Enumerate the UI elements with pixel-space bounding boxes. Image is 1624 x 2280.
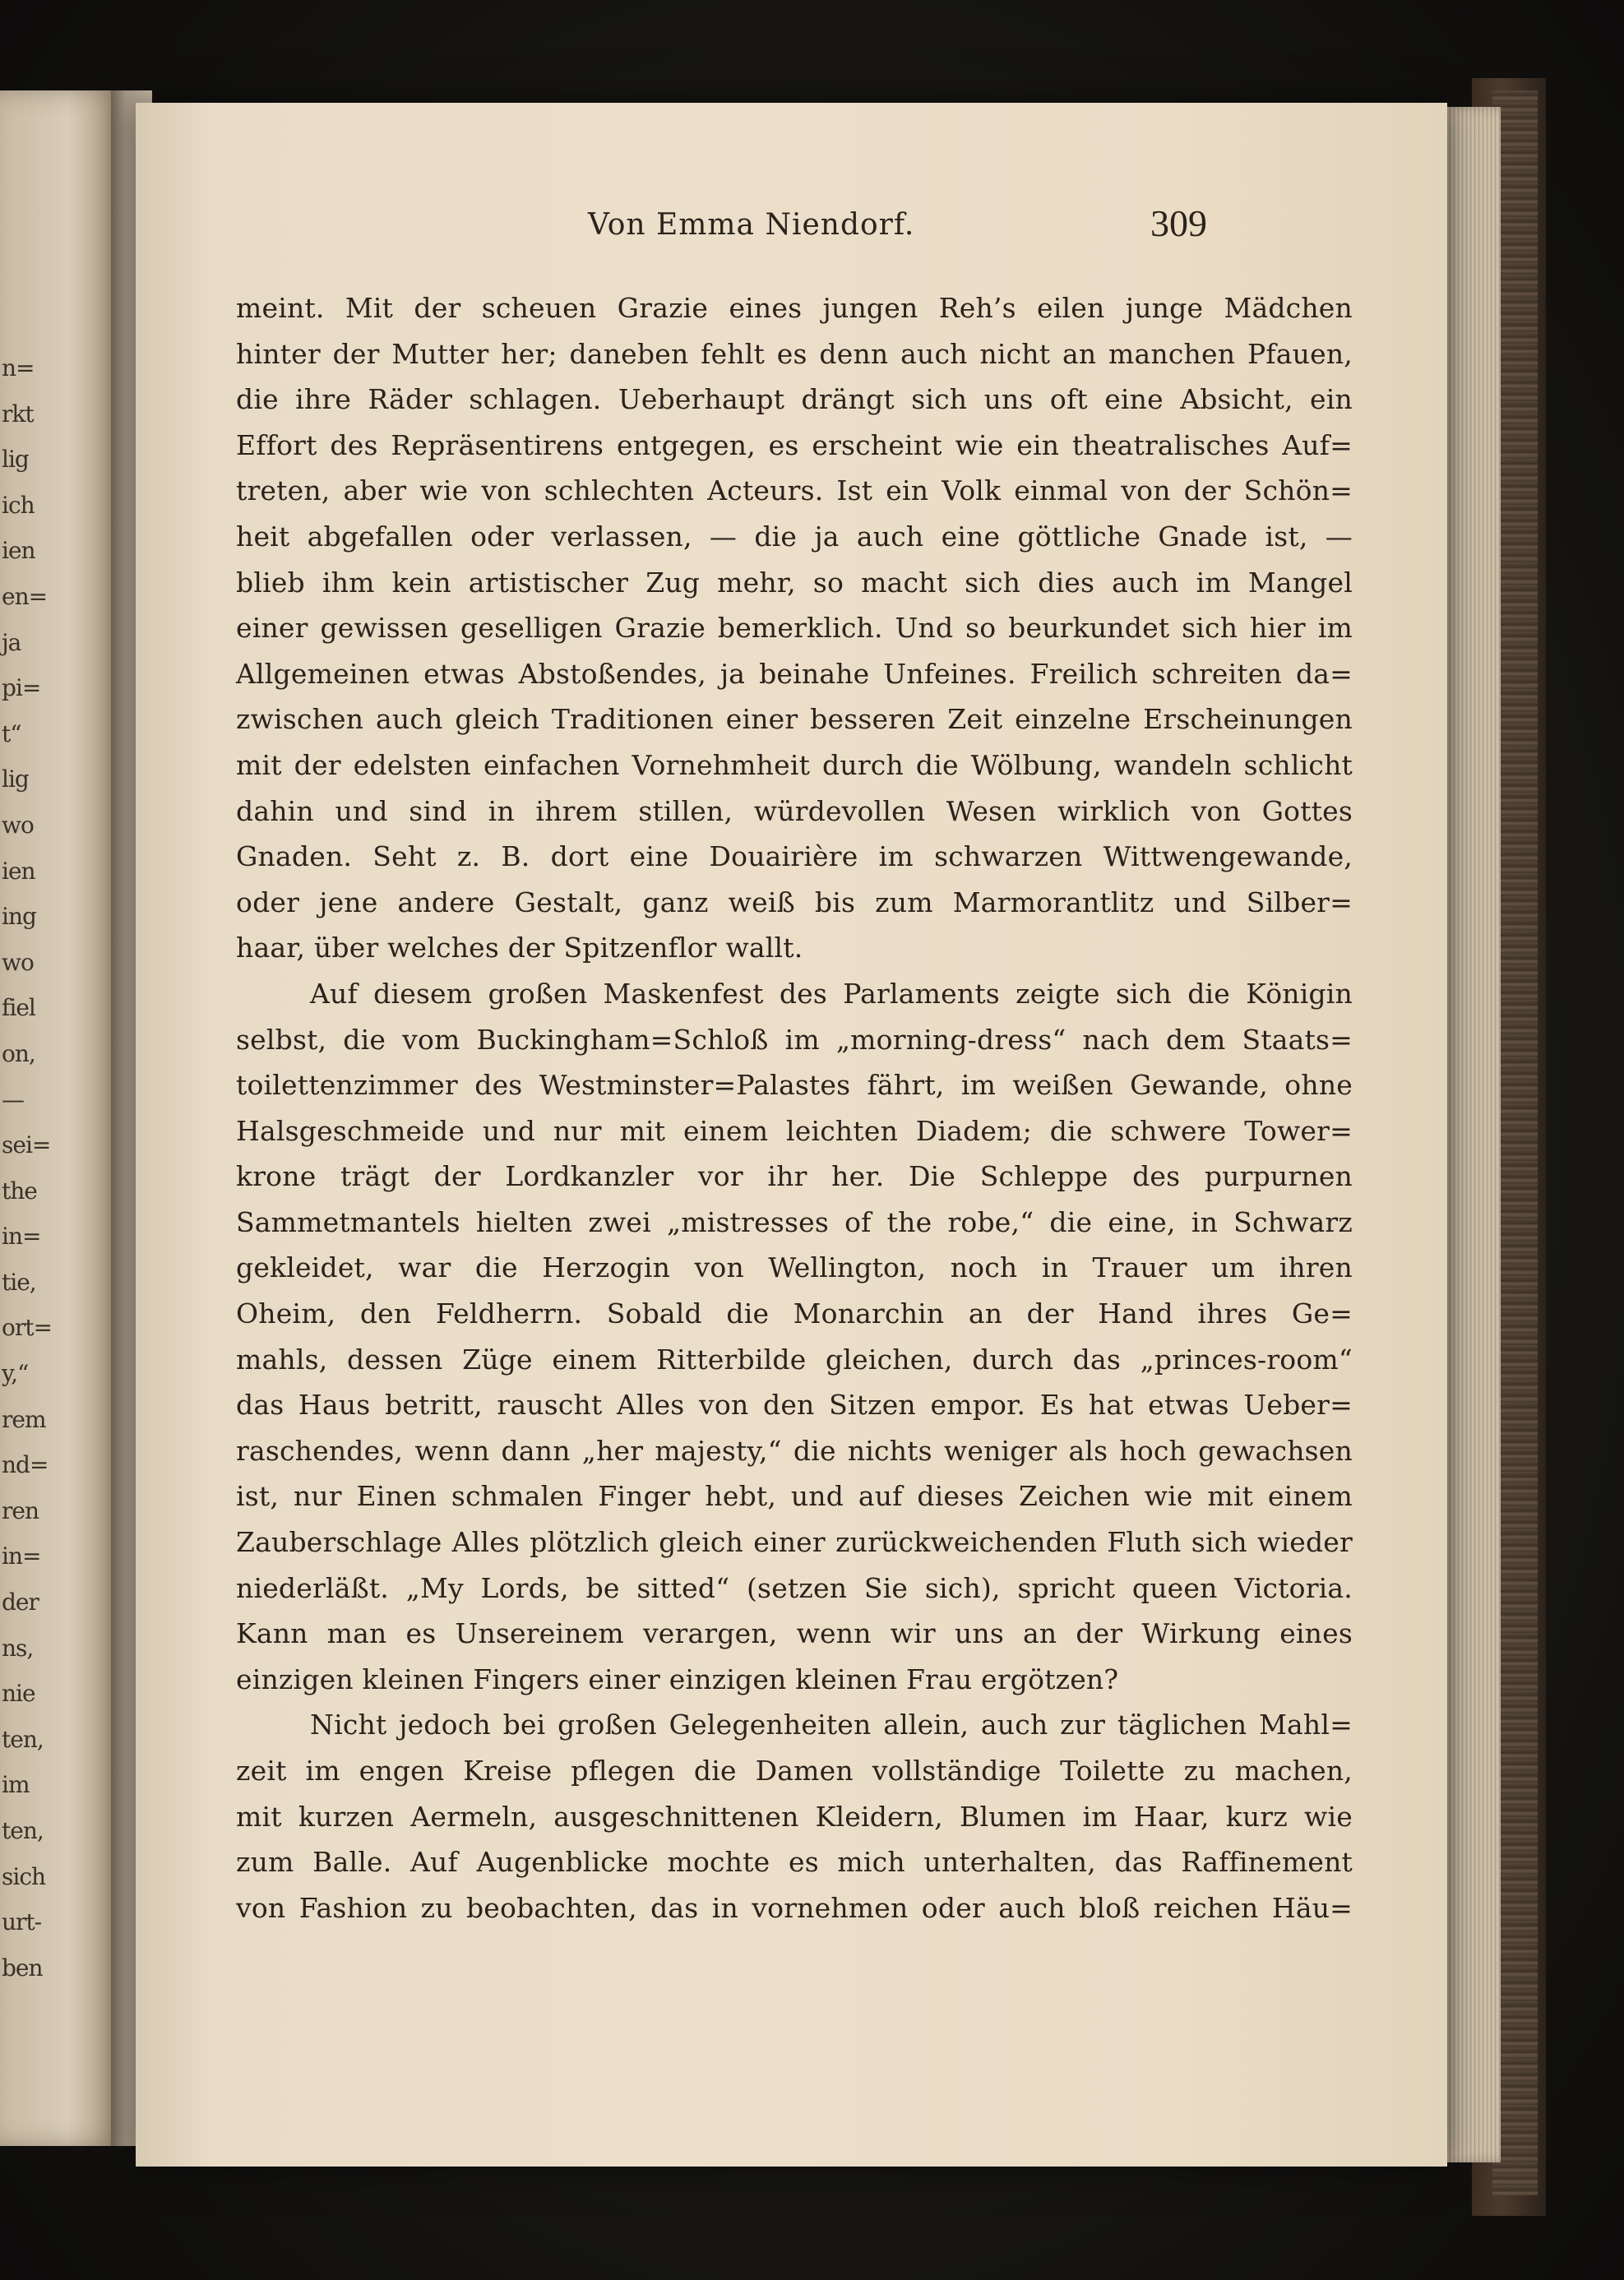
text-line: mit kurzen Aermeln, ausgeschnittenen Kleidern, Blumen im Haar, kurz wie: [236, 1800, 1353, 1833]
text-line: Effort des Repräsentirens entgegen, es erscheint wie ein theatralisches Auf=: [236, 428, 1353, 461]
left-page: [0, 90, 123, 2146]
text-line: zeit im engen Kreise pflegen die Damen vollständige Toilette zu machen,: [236, 1755, 1353, 1787]
text-line: Gnaden. Seht z. B. dort eine Douairière im schwarzen Wittwengewande,: [236, 840, 1353, 873]
text-line: Allgemeinen etwas Abstoßendes, ja beinahe Unfeines. Freilich schreiten da=: [236, 657, 1353, 690]
left-page-fragment: en=: [2, 582, 48, 610]
left-page-fragment: urt-: [2, 1908, 42, 1936]
text-line: haar, über welches der Spitzenflor wallt.: [236, 932, 803, 964]
running-head: Von Emma Niendorf.: [588, 208, 915, 242]
left-page-fragment: ien: [2, 857, 35, 885]
left-page-fragment: lig: [2, 765, 29, 793]
text-line: von Fashion zu beobachten, das in vornehmen oder auch bloß reichen Häu=: [236, 1891, 1353, 1924]
left-page-fragment: fiel: [2, 994, 35, 1022]
left-page-fragment: ich: [2, 491, 35, 519]
text-line: Oheim, den Feldherrn. Sobald die Monarchin an der Hand ihres Ge=: [236, 1297, 1353, 1330]
text-line: mit der edelsten einfachen Vornehmheit durch die Wölbung, wandeln schlicht: [236, 748, 1353, 781]
left-page-fragment: nie: [2, 1680, 35, 1708]
page-body-text: [236, 285, 1353, 1931]
text-line: dahin und sind in ihrem stillen, würdevollen Wesen wirklich von Gottes: [236, 794, 1353, 827]
left-page-fragment: pi=: [2, 674, 41, 702]
text-line: zwischen auch gleich Traditionen einer besseren Zeit einzelne Erscheinungen: [236, 703, 1353, 736]
text-line: Kann man es Unsereinem verargen, wenn wir uns an der Wirkung eines: [236, 1617, 1353, 1650]
left-page-fragment: wo: [2, 948, 34, 976]
text-line: Sammetmantels hielten zwei „mistresses of the robe,“ die eine, in Schwarz: [236, 1205, 1353, 1238]
left-page-fragment: ing: [2, 903, 36, 931]
left-page-fragment: im: [2, 1771, 30, 1799]
left-page-fragment: in=: [2, 1542, 41, 1570]
left-page-fragment: ten,: [2, 1817, 44, 1844]
text-line: Nicht jedoch bei großen Gelegenheiten allein, auch zur täglichen Mahl=: [310, 1709, 1353, 1741]
left-page-fragment: ja: [2, 628, 21, 656]
left-page-fragment: the: [2, 1177, 37, 1205]
page-number: 309: [1150, 202, 1207, 244]
text-line: toilettenzimmer des Westminster=Palastes fährt, im weißen Gewande, ohne: [236, 1069, 1353, 1102]
text-line: Zauberschlage Alles plötzlich gleich einer zurückweichenden Fluth sich wieder: [236, 1526, 1353, 1559]
left-page-fragment: —: [2, 1085, 24, 1113]
text-line: zum Balle. Auf Augenblicke mochte es mich unterhalten, das Raffinement: [236, 1846, 1353, 1879]
left-page-fragment: ben: [2, 1954, 43, 1982]
text-line: hinter der Mutter her; daneben fehlt es denn auch nicht an manchen Pfauen,: [236, 337, 1353, 370]
text-line: einzigen kleinen Fingers einer einzigen kleinen Frau ergötzen?: [236, 1663, 1119, 1695]
text-line: oder jene andere Gestalt, ganz weiß bis zum Marmorantlitz und Silber=: [236, 886, 1353, 918]
text-line: das Haus betritt, rauscht Alles von den Sitzen empor. Es hat etwas Ueber=: [236, 1389, 1353, 1422]
left-page-fragment: sich: [2, 1862, 46, 1890]
text-line: krone trägt der Lordkanzler vor ihr her. Die Schleppe des purpurnen: [236, 1160, 1353, 1193]
left-page-fragment: ten,: [2, 1725, 44, 1753]
left-page-fragment: lig: [2, 446, 29, 474]
text-line: treten, aber wie von schlechten Acteurs. Ist ein Volk einmal von der Schön=: [236, 474, 1353, 507]
left-page-fragment: der: [2, 1589, 39, 1616]
left-page-fragment: sei=: [2, 1131, 51, 1159]
left-page-fragment: in=: [2, 1223, 41, 1251]
text-line: niederläßt. „My Lords, be sitted“ (setzen Sie sich), spricht queen Victoria.: [236, 1571, 1353, 1604]
left-page-fragment: y,“: [2, 1360, 29, 1388]
text-line: meint. Mit der scheuen Grazie eines jungen Reh’s eilen junge Mädchen: [236, 292, 1353, 324]
text-line: heit abgefallen oder verlassen, — die ja auch eine göttliche Gnade ist, —: [236, 520, 1353, 553]
left-page-fragment: nd=: [2, 1451, 49, 1479]
page-edges: [1443, 107, 1501, 2162]
text-line: einer gewissen geselligen Grazie bemerklich. Und so beurkundet sich hier im: [236, 612, 1353, 645]
text-line: die ihre Räder schlagen. Ueberhaupt drängt sich uns oft eine Absicht, ein: [236, 383, 1353, 416]
left-page-fragment: tie,: [2, 1268, 36, 1296]
left-page-fragment: rkt: [2, 400, 34, 428]
left-page-text-fragments: [2, 345, 52, 1991]
left-page-fragment: rem: [2, 1405, 46, 1433]
left-page-fragment: n=: [2, 354, 35, 382]
text-line: blieb ihm kein artistischer Zug mehr, so macht sich dies auch im Mangel: [236, 566, 1353, 599]
text-line: Auf diesem großen Maskenfest des Parlaments zeigte sich die Königin: [310, 977, 1353, 1010]
text-line: raschendes, wenn dann „her majesty,“ die nichts weniger als hoch gewachsen: [236, 1434, 1353, 1467]
left-page-fragment: ort=: [2, 1314, 52, 1342]
text-line: Halsgeschmeide und nur mit einem leichten Diadem; die schwere Tower=: [236, 1114, 1353, 1147]
text-line: ist, nur Einen schmalen Finger hebt, und auf dieses Zeichen wie mit einem: [236, 1480, 1353, 1513]
left-page-fragment: ren: [2, 1496, 39, 1524]
text-line: mahls, dessen Züge einem Ritterbilde gleichen, durch das „princes-room“: [236, 1343, 1353, 1376]
left-page-fragment: on,: [2, 1039, 35, 1067]
text-line: gekleidet, war die Herzogin von Wellington, noch in Trauer um ihren: [236, 1251, 1353, 1284]
left-page-fragment: wo: [2, 811, 34, 839]
right-page: [136, 103, 1447, 2167]
left-page-fragment: ien: [2, 537, 35, 565]
left-page-fragment: ns,: [2, 1634, 34, 1662]
left-page-fragment: t“: [2, 719, 21, 747]
text-line: selbst, die vom Buckingham=Schloß im „morning-dress“ nach dem Staats=: [236, 1023, 1353, 1056]
